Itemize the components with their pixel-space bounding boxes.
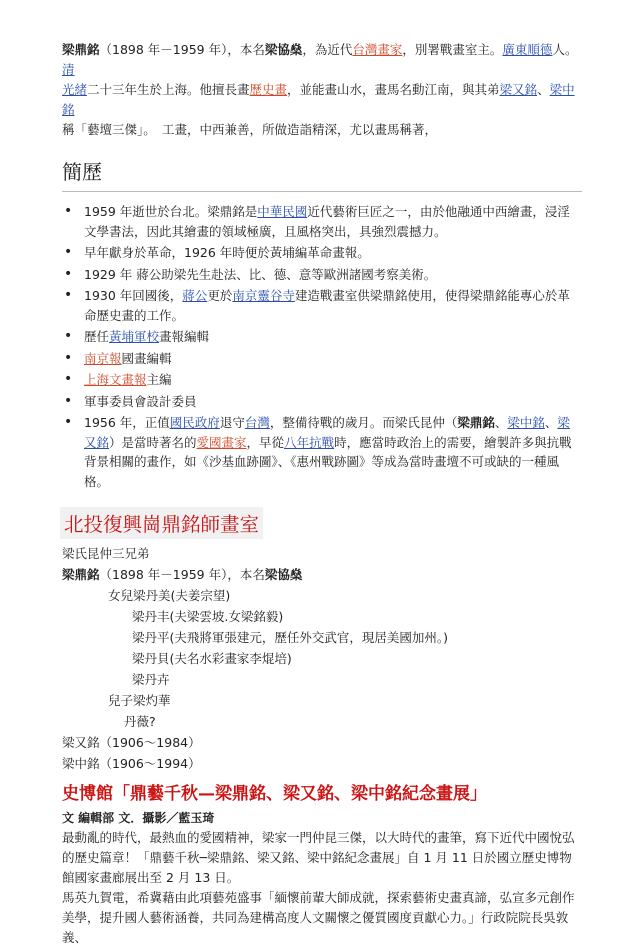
link-liang-zhongming[interactable]: 梁中銘 (62, 82, 575, 117)
intro-text: 、 (537, 82, 550, 97)
link-guangdong-shunde[interactable]: 廣東順德 (502, 42, 553, 57)
link-shanghai-paper[interactable]: 上海文畫報 (84, 372, 147, 387)
list-item: • 1929 年 蔣公助梁先生赴法、比、德、意等歐洲諸國考察美術。 (62, 265, 582, 285)
link-liang-youming[interactable]: 梁又銘 (499, 82, 538, 97)
intro-name: 梁鼎銘 (62, 42, 100, 57)
biography-list (62, 202, 582, 491)
list-item: • 1956 年，正值國民政府退守台灣，整備待戰的歲月。而梁氏昆仲（梁鼎銘、梁中銘、梁又銘）是當時著名的愛國畫家，早從八年抗戰時，應當時政治上的需要，繪製許多與抗戰背景相關的畫作，如《沙基血跡圖》、《惠州戰跡圖》等成為當時畫壇不可或缺的一種風格。 (62, 413, 582, 491)
intro-years: （1898 年－1959 年） (99, 42, 228, 57)
link-roc[interactable]: 中華民國 (257, 204, 308, 219)
family-line: 梁又銘（1906～1984） (62, 735, 201, 750)
intro-alias: 梁協燊 (264, 42, 303, 57)
family-line: 梁鼎銘（1898 年－1959 年），本名梁協燊 (62, 567, 303, 582)
intro-text: 人。 (552, 42, 578, 57)
intro-paragraph (62, 40, 582, 140)
article-paragraph: 最動亂的時代，最熱血的愛國精神，梁家一門仲昆三傑，以大時代的畫筆，寫下近代中國悅弘的歷史篇章！「鼎藝千秋─梁鼎銘、梁又銘、梁中銘紀念畫展」自 1 月 11 日於國立歷史博物館國家畫廊展出至 2 月 13 日。 (62, 830, 575, 885)
link-guangxu[interactable]: 光緒 (62, 82, 88, 97)
link-taiwan-painter[interactable]: 台灣畫家 (352, 42, 403, 57)
family-line: 丹薇? (124, 714, 156, 729)
link-liang-zhongming-2[interactable]: 梁中銘 (507, 415, 545, 430)
article-paragraph: 馬英九賀電，希冀藉由此項藝苑盛事「緬懷前輩大師成就，探索藝術史畫真諦，弘宣多元創作美學，提升國人藝術涵養，共同為建構高度人文關懷之優質國度貢獻心力。」行政院院長吳敦義、 (62, 890, 575, 945)
list-item: • 1930 年回國後，蔣公更於南京靈谷寺建造戰畫室供梁鼎銘使用，使得梁鼎銘能專心於革命歷史畫的工作。 (62, 286, 582, 325)
list-item: • 軍事委員會設計委員 (62, 392, 582, 412)
list-item: • 1959 年逝世於台北。梁鼎銘是中華民國近代藝術巨匠之一，由於他融通中西繪畫，浸淫文學書法，因此其繪畫的領域極廣，且風格突出，具強烈震撼力。 (62, 202, 582, 241)
list-item: • 早年獻身於革命，1926 年時便於黃埔編革命畫報。 (62, 243, 582, 263)
list-item: • 上海文畫報主編 (62, 370, 582, 390)
document-page (62, 40, 582, 948)
intro-text: ，並能畫山水，畫馬名動江南，與其弟 (287, 82, 500, 97)
family-tree (62, 543, 582, 774)
intro-text: 稱「藝壇三傑」。 工畫，中西兼善，所做造詣精深，尤以畫馬稱著， (62, 122, 438, 137)
family-line: 梁丹卉 (132, 672, 170, 687)
family-line: 梁丹丰(夫梁雲坡.女梁銘毅) (132, 609, 284, 624)
family-line: 梁氏昆仲三兄弟 (62, 546, 150, 561)
link-national-gov[interactable]: 國民政府 (169, 415, 220, 430)
link-liang-youming-2[interactable]: 梁又銘 (84, 415, 570, 450)
section-title-studio: 北投復興崗鼎銘師畫室 (60, 507, 263, 539)
family-line: 梁丹貝(夫名水彩畫家李焜培) (132, 651, 292, 666)
link-linggu-temple[interactable]: 南京靈谷寺 (232, 288, 295, 303)
intro-text: 二十三年生於上海。他擅長畫 (87, 82, 250, 97)
article-title: 史博館「鼎藝千秋—梁鼎銘、梁又銘、梁中銘紀念畫展」 (62, 784, 487, 804)
family-line: 梁丹平(夫飛將軍張建元，歷任外交武官，現居美國加州。) (132, 630, 449, 645)
link-history-painting[interactable]: 歷史畫 (249, 82, 288, 97)
intro-text: ，本名 (227, 42, 265, 57)
link-whampoa[interactable]: 黃埔軍校 (109, 329, 160, 344)
family-line: 兒子梁灼華 (108, 693, 171, 708)
link-nanjing-paper[interactable]: 南京報 (84, 350, 122, 366)
link-anti-japanese-war[interactable]: 八年抗戰 (284, 434, 335, 450)
link-chiang[interactable]: 蔣公 (182, 288, 208, 303)
family-line: 女兒梁丹美(夫姜宗望) (108, 588, 231, 603)
article-byline: 文 編輯部 文．攝影／藍玉琦 (62, 811, 215, 825)
section-title-biography: 簡歷 (62, 156, 582, 192)
intro-text: ，別署戰畫室主。 (402, 42, 503, 57)
link-qing[interactable]: 清 (62, 62, 75, 77)
list-item: • 歷任黃埔軍校畫報編輯 (62, 327, 582, 347)
intro-text: ，為近代 (302, 42, 353, 57)
family-line: 梁中銘（1906～1994） (62, 756, 201, 771)
link-patriotic-painter[interactable]: 愛國畫家 (196, 434, 247, 450)
list-item: • 南京報國畫編輯 (62, 349, 582, 369)
link-taiwan[interactable]: 台灣 (244, 415, 270, 430)
